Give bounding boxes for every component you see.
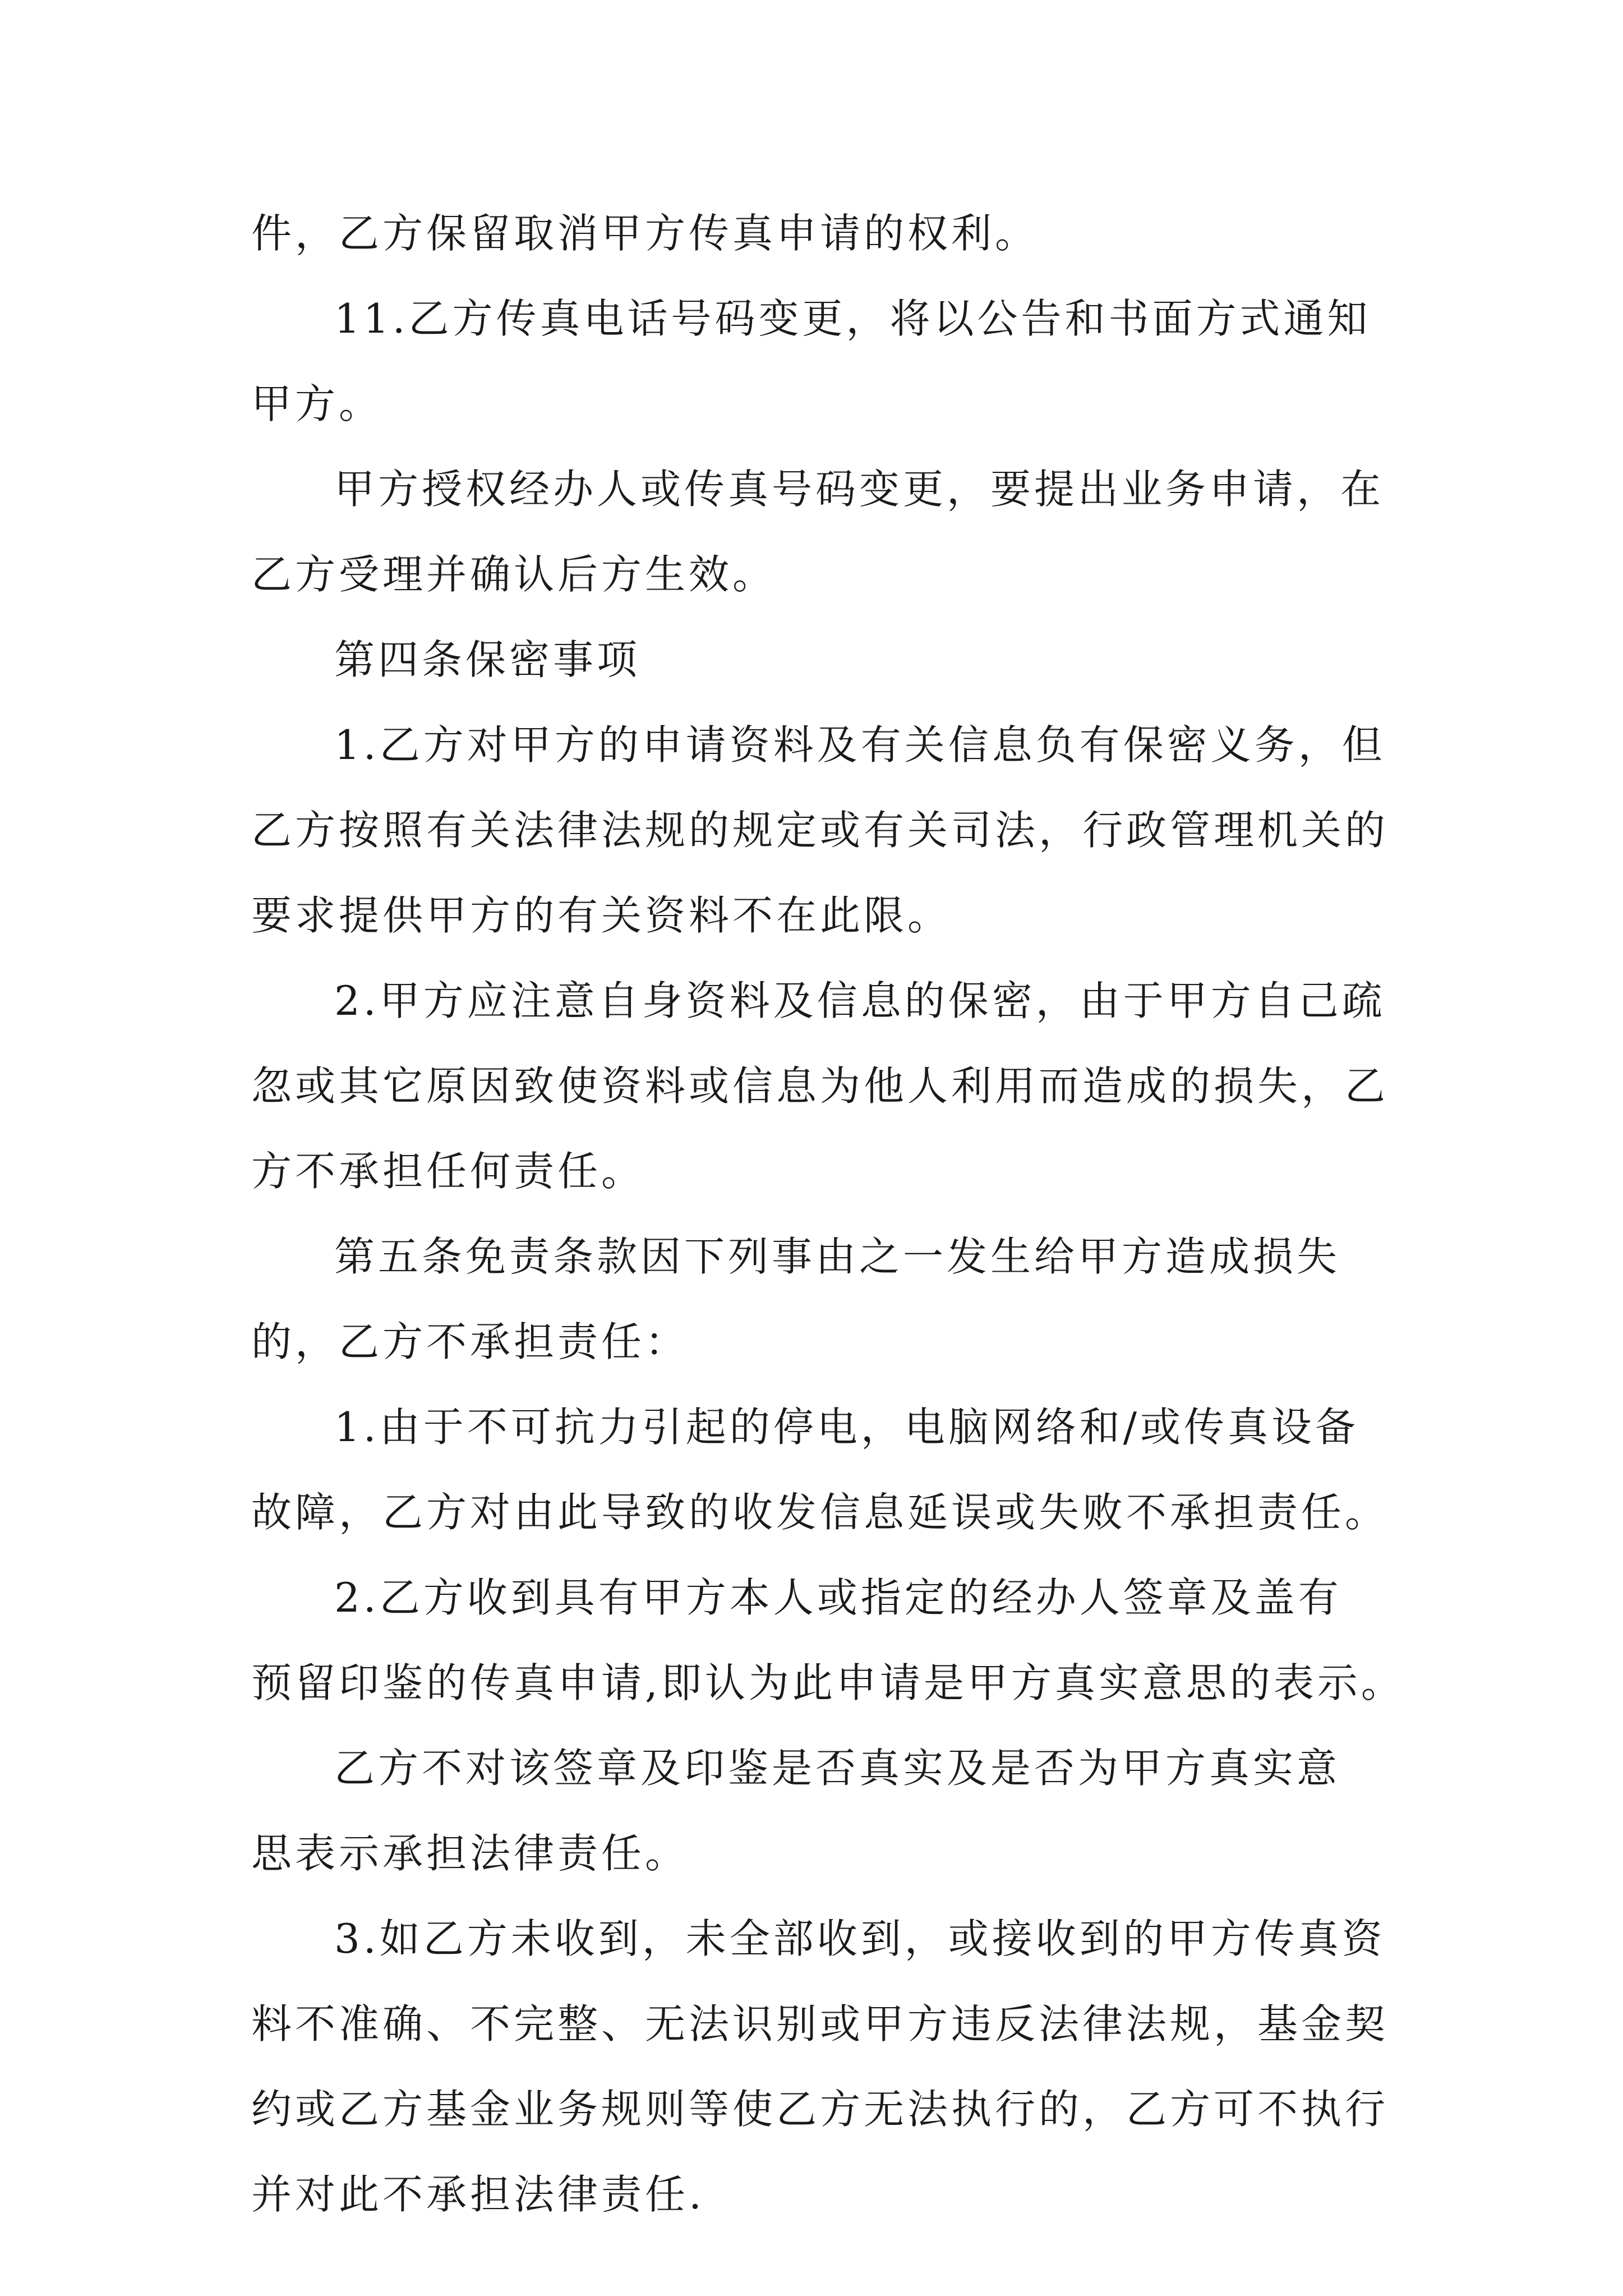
text-line: 忽或其它原因致使资料或信息为他人利用而造成的损失，乙 <box>251 1062 1389 1110</box>
text-line: 件，乙方保留取消甲方传真申请的权利。 <box>251 210 1039 257</box>
text-line: 乙方受理并确认后方生效。 <box>251 551 777 598</box>
text-line: 2.乙方收到具有甲方本人或指定的经办人签章及盖有 <box>334 1574 1342 1621</box>
text-line: 3.如乙方未收到，未全部收到，或接收到的甲方传真资 <box>334 1915 1386 1962</box>
text-line: 预留印鉴的传真申请,即认为此申请是甲方真实意思的表示。 <box>251 1659 1405 1706</box>
text-line: 要求提供甲方的有关资料不在此限。 <box>251 892 952 939</box>
text-line: 1.乙方对甲方的申请资料及有关信息负有保密义务，但 <box>334 721 1386 769</box>
text-line: 方不承担任何责任。 <box>251 1148 645 1195</box>
text-line: 1.由于不可抗力引起的停电，电脑网络和/或传真设备 <box>334 1404 1359 1451</box>
text-line: 料不准确、不完整、无法识别或甲方违反法律法规，基金契 <box>251 2000 1389 2047</box>
text-line: 思表示承担法律责任。 <box>251 1830 689 1877</box>
text-line: 故障，乙方对由此导致的收发信息延误或失败不承担责任。 <box>251 1489 1389 1536</box>
text-line: 甲方。 <box>251 380 383 427</box>
text-line: 2.甲方应注意自身资料及信息的保密，由于甲方自己疏 <box>334 977 1386 1024</box>
text-line: 并对此不承担法律责任. <box>251 2171 705 2218</box>
text-line: 的，乙方不承担责任： <box>251 1318 689 1365</box>
text-line: 11.乙方传真电话号码变更，将以公告和书面方式通知 <box>334 295 1371 342</box>
text-line: 乙方不对该签章及印鉴是否真实及是否为甲方真实意 <box>334 1745 1341 1792</box>
text-line: 约或乙方基金业务规则等使乙方无法执行的，乙方可不执行 <box>251 2086 1389 2133</box>
text-line: 甲方授权经办人或传真号码变更，要提出业务申请，在 <box>334 466 1385 513</box>
document-body <box>251 191 1405 2237</box>
section-heading: 第四条保密事项 <box>334 636 641 683</box>
text-line: 乙方按照有关法律法规的规定或有关司法，行政管理机关的 <box>251 807 1389 854</box>
section-heading: 第五条免责条款因下列事由之一发生给甲方造成损失 <box>334 1233 1341 1280</box>
